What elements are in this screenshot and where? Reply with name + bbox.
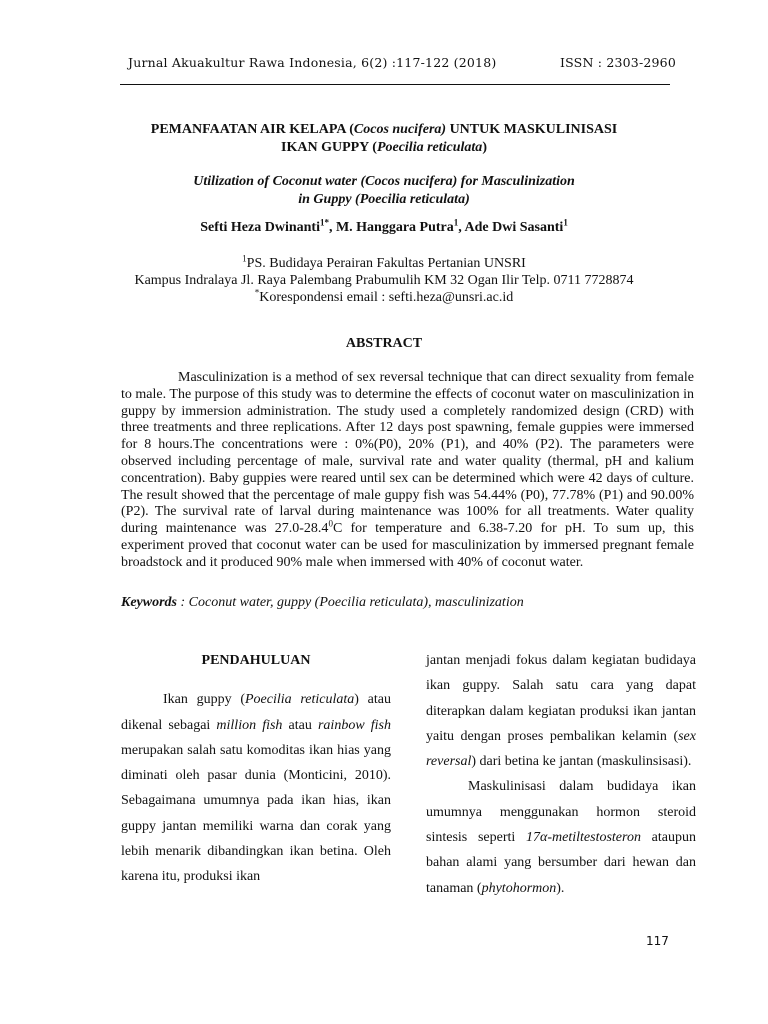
title-text: IKAN GUPPY ( [281, 140, 377, 155]
title-line-2 [96, 139, 672, 157]
body-paragraph [426, 648, 696, 774]
author-name: , M. Hanggara Putra [328, 220, 454, 235]
title-scientific-name: Cocos nucifera) [353, 122, 447, 137]
body-text: merupakan salah satu komoditas ikan hias yang diminati oleh pasar dunia (Monticini, 2010). Sebagaimana umumnya pada ikan hias, ikan guppy jantan memiliki warna dan corak yang lebih menarik dibandingkan ikan betina. Oleh karena itu, produksi ikan [121, 742, 391, 885]
body-paragraph [121, 687, 391, 889]
paper-title [96, 121, 672, 157]
abstract-text [121, 370, 694, 572]
title-text: UNTUK MASKULINISASI [446, 122, 618, 137]
author-superscript: 1 [453, 217, 459, 228]
correspondence-email: Korespondensi email : sefti.heza@unsri.ac.id [259, 290, 514, 305]
body-italic-text: phytohormon [481, 880, 557, 896]
author-superscript: 1 [563, 217, 568, 228]
page-number: 117 [646, 934, 669, 948]
affiliation-block [96, 255, 672, 306]
body-column-left [121, 648, 391, 890]
title-line-1 [96, 121, 672, 139]
affiliation-line-2: Kampus Indralaya Jl. Raya Palembang Prabumulih KM 32 Ogan Ilir Telp. 0711 7728874 [134, 273, 634, 288]
english-title [96, 173, 672, 209]
body-text: ) dari betina ke jantan (maskulinsisasi). [471, 754, 692, 770]
body-text: ) atau dikenal sebagai [121, 692, 391, 733]
body-text: atau [282, 717, 318, 733]
title-scientific-name: Poecilia reticulata [376, 140, 483, 155]
affiliation-line-1 [96, 255, 672, 272]
abstract-text-part: Masculinization is a method of sex reversal technique that can direct sexuality from female to male. The purpose of this study was to determine the effects of coconut water on masculinization in guppy by immersion administration. The study used a completely randomized design (CRD) with three treatments and three replications. After 12 days post spawning, female guppies were immersed for 8 hours.The concentrations were : 0%(P0), 20% (P1), and 40% (P2). The parameters were observed including percentage of male, survival rate and water quality (thermal, pH and kalium concentration). Baby guppies were reared until sex can be determined which were 42 days of culture. The result showed that the percentage of male guppy fish was 54.44% (P0), 77.78% (P1) and 90.00% (P2). The survival rate of larval during maintenance was 100% for all treatments. Water quality during maintenance was 27.0-28.4 [121, 370, 694, 537]
affiliation-superscript: 1 [242, 253, 247, 264]
body-column-right [426, 648, 696, 901]
section-heading: PENDAHULUAN [201, 653, 311, 668]
body-paragraph [426, 774, 696, 900]
abstract-paragraph [121, 370, 694, 572]
author-list [96, 217, 672, 236]
degree-superscript: 0 [328, 518, 333, 529]
english-title-line-2: in Guppy (Poecilia reticulata) [298, 192, 470, 207]
header-rule [120, 84, 670, 85]
body-text: Ikan guppy ( [163, 692, 245, 708]
body-italic-text: 17α-metiltestosteron [526, 830, 641, 846]
affiliation-line-3 [96, 289, 672, 306]
body-text: jantan menjadi fokus dalam kegiatan budidaya ikan guppy. Salah satu cara yang dapat diterapkan dalam kegiatan produksi ikan jantan yaitu dengan proses pembalikan kelamin ( [426, 653, 696, 744]
author-name: Sefti Heza Dwinanti [200, 220, 320, 235]
body-text: ataupun bahan alami yang bersumber dari hewan dan tanaman ( [426, 830, 696, 896]
body-italic-text: sex reversal [426, 728, 696, 770]
author-superscript: 1* [319, 217, 329, 228]
abstract-heading: ABSTRACT [345, 336, 423, 351]
keywords-line [121, 595, 694, 611]
title-text: PEMANFAATAN AIR KELAPA ( [150, 122, 354, 137]
body-text: Maskulinisasi dalam budidaya ikan umumnya menggunakan hormon steroid sintesis seperti [426, 779, 696, 846]
body-text: ). [556, 880, 565, 896]
abstract-text-part: C for temperature and 6.38-7.20 for pH. To sum up, this experiment proved that coconut water can be used for masculinization by immersed pregnant female broadstock and it produced 90% male when immersed with 40% of coconut water. [121, 521, 694, 570]
english-title-line-1: Utilization of Coconut water (Cocos nucifera) for Masculinization [193, 174, 575, 189]
journal-citation: Jurnal Akuakultur Rawa Indonesia, 6(2) :117-122 (2018) [128, 55, 497, 70]
body-italic-text: million fish [216, 717, 283, 733]
body-italic-text: Poecilia reticulata [244, 692, 355, 708]
author-name: , Ade Dwi Sasanti [458, 220, 564, 235]
issn-label: ISSN : 2303-2960 [560, 55, 676, 70]
affiliation-superscript: * [254, 287, 260, 298]
affiliation-text: PS. Budidaya Perairan Fakultas Pertanian UNSRI [246, 256, 526, 271]
keywords-label: Keywords [121, 595, 177, 610]
title-text: ) [482, 140, 487, 155]
keywords-text: : Coconut water, guppy (Poecilia reticulata), masculinization [177, 595, 524, 610]
body-italic-text: rainbow fish [317, 717, 391, 733]
